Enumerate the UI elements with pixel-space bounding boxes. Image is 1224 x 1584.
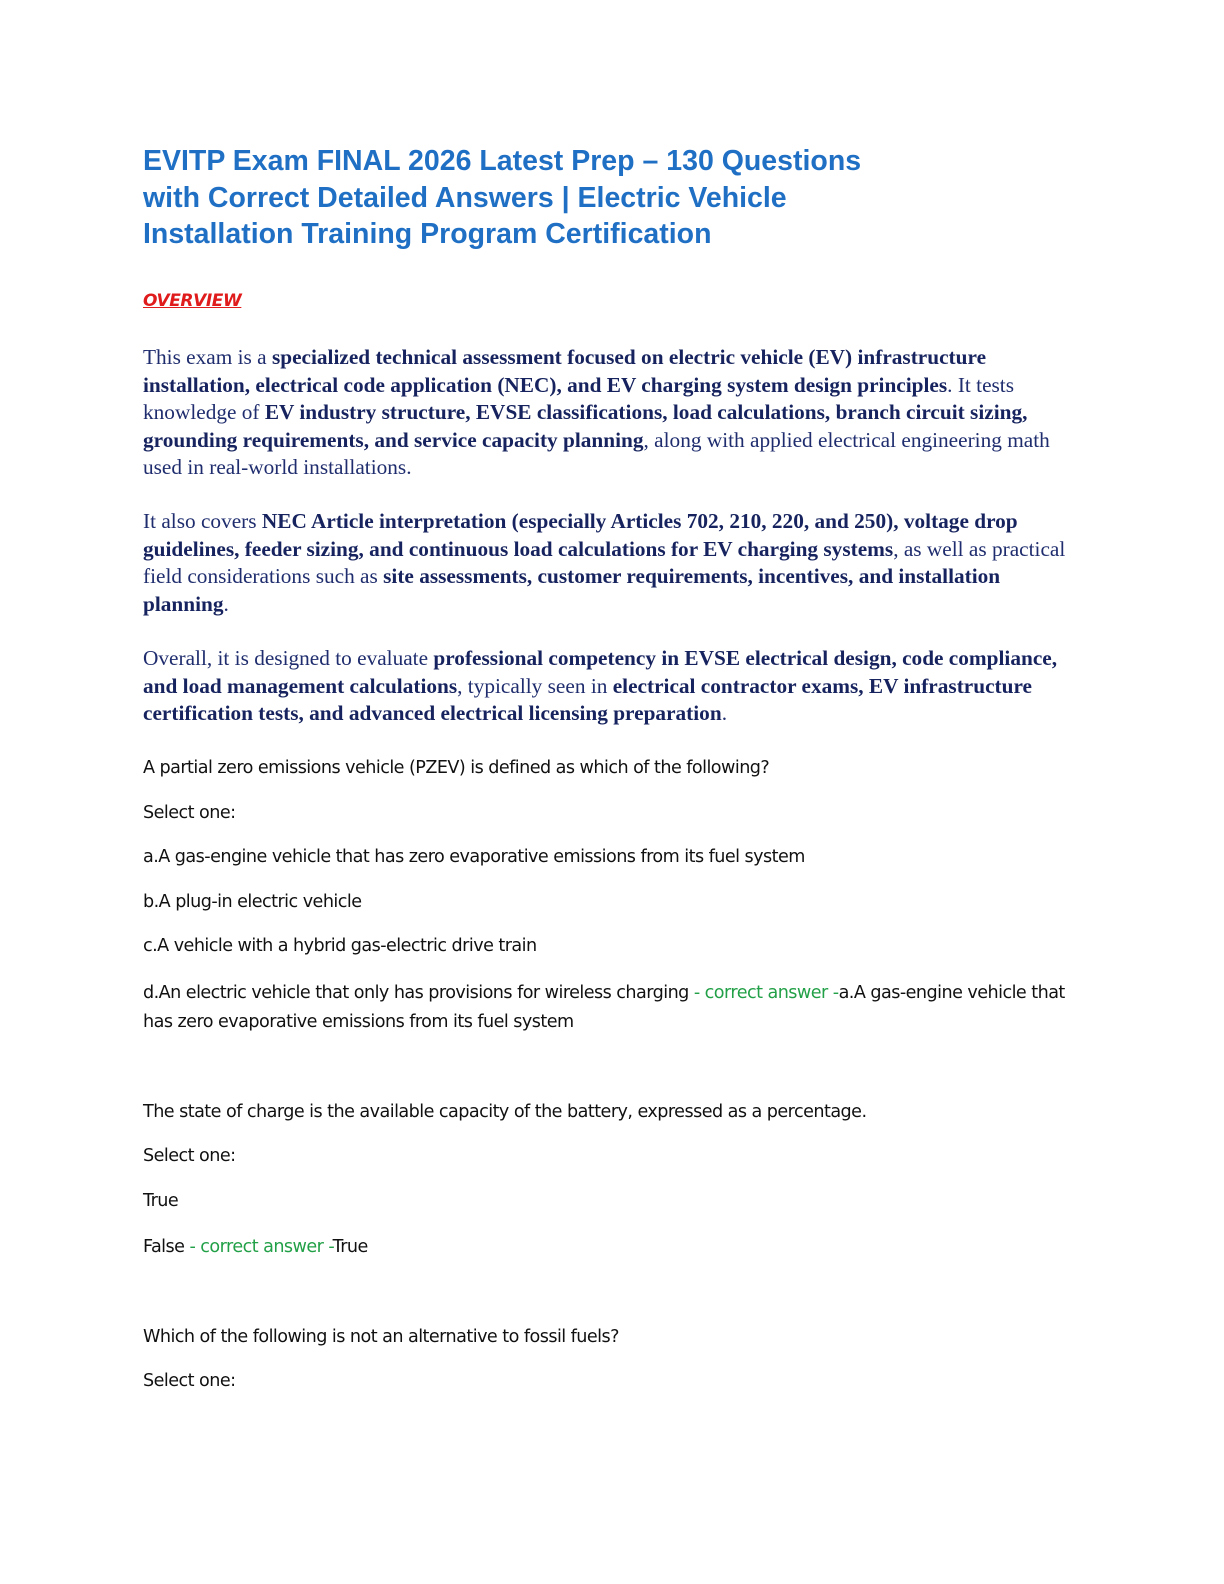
intro-emphasis: professional competency in EVSE electrical design, code compliance, and load management calculations	[143, 646, 1058, 698]
answer-option: True	[143, 1191, 179, 1211]
intro-emphasis: specialized technical assessment focused on electric vehicle (EV) infrastructure installation, electrical code application (NEC), and EV charging system design principles	[143, 345, 987, 397]
intro-paragraph	[143, 508, 1083, 618]
answer-option-text: d.An electric vehicle that only has provisions for wireless charging	[143, 983, 689, 1003]
title-line-3: Installation Training Program Certification	[143, 218, 712, 250]
select-prompt: Select one:	[143, 1146, 236, 1166]
answer-option-text: False	[143, 1237, 185, 1257]
intro-emphasis: electrical contractor exams, EV infrastructure certification tests, and advanced electrical licensing preparation	[143, 673, 1032, 725]
question-text: A partial zero emissions vehicle (PZEV) is defined as which of the following?	[143, 758, 770, 778]
intro-paragraph	[143, 344, 1083, 482]
answer-option: c.A vehicle with a hybrid gas-electric drive train	[143, 936, 537, 956]
select-prompt: Select one:	[143, 803, 236, 823]
question-text: The state of charge is the available capacity of the battery, expressed as a percentage.	[143, 1102, 867, 1122]
title-line-2: with Correct Detailed Answers | Electric Vehicle	[143, 181, 787, 214]
correct-answer-label: - correct answer -	[184, 1237, 333, 1257]
title-line-1: EVITP Exam FINAL 2026 Latest Prep – 130 Questions	[143, 145, 862, 177]
answer-option-with-answer	[143, 979, 1083, 1037]
overview-heading: OVERVIEW	[143, 291, 242, 311]
select-prompt: Select one:	[143, 1371, 236, 1391]
intro-text: This exam is a	[143, 345, 272, 369]
intro-text: .	[223, 591, 229, 616]
answer-option: b.A plug-in electric vehicle	[143, 892, 362, 912]
intro-text: , typically seen in	[457, 673, 613, 698]
intro-text: , as well as practical field considerations such as	[143, 536, 1066, 588]
intro-text: .	[721, 701, 728, 725]
intro-text: Overall, it is designed to evaluate	[143, 646, 434, 670]
intro-text: It also covers	[143, 509, 262, 533]
intro-emphasis: site assessments, customer requirements, incentives, and installation planning	[143, 564, 1001, 616]
answer-option: a.A gas-engine vehicle that has zero evaporative emissions from its fuel system	[143, 847, 805, 867]
intro-paragraph	[143, 645, 1083, 728]
answer-option-with-answer	[143, 1233, 1083, 1262]
correct-answer-text: True	[332, 1237, 368, 1257]
intro-emphasis: NEC Article interpretation (especially Articles 702, 210, 220, and 250), voltage drop guidelines, feeder sizing, and continuous load calculations for EV charging systems	[143, 509, 1018, 561]
correct-answer-text: a.A gas-engine vehicle that has zero evaporative emissions from its fuel system	[143, 983, 1065, 1032]
intro-emphasis: EV industry structure, EVSE classifications, load calculations, branch circuit sizing, grounding requirements, and service capacity planning	[143, 400, 1028, 452]
question-text: Which of the following is not an alternative to fossil fuels?	[143, 1327, 619, 1347]
intro-text: . It tests knowledge of	[143, 372, 1015, 424]
document-title	[143, 143, 1043, 253]
intro-text: , along with applied electrical engineering math used in real-world installations.	[143, 427, 1050, 479]
correct-answer-label: - correct answer -	[688, 983, 839, 1003]
